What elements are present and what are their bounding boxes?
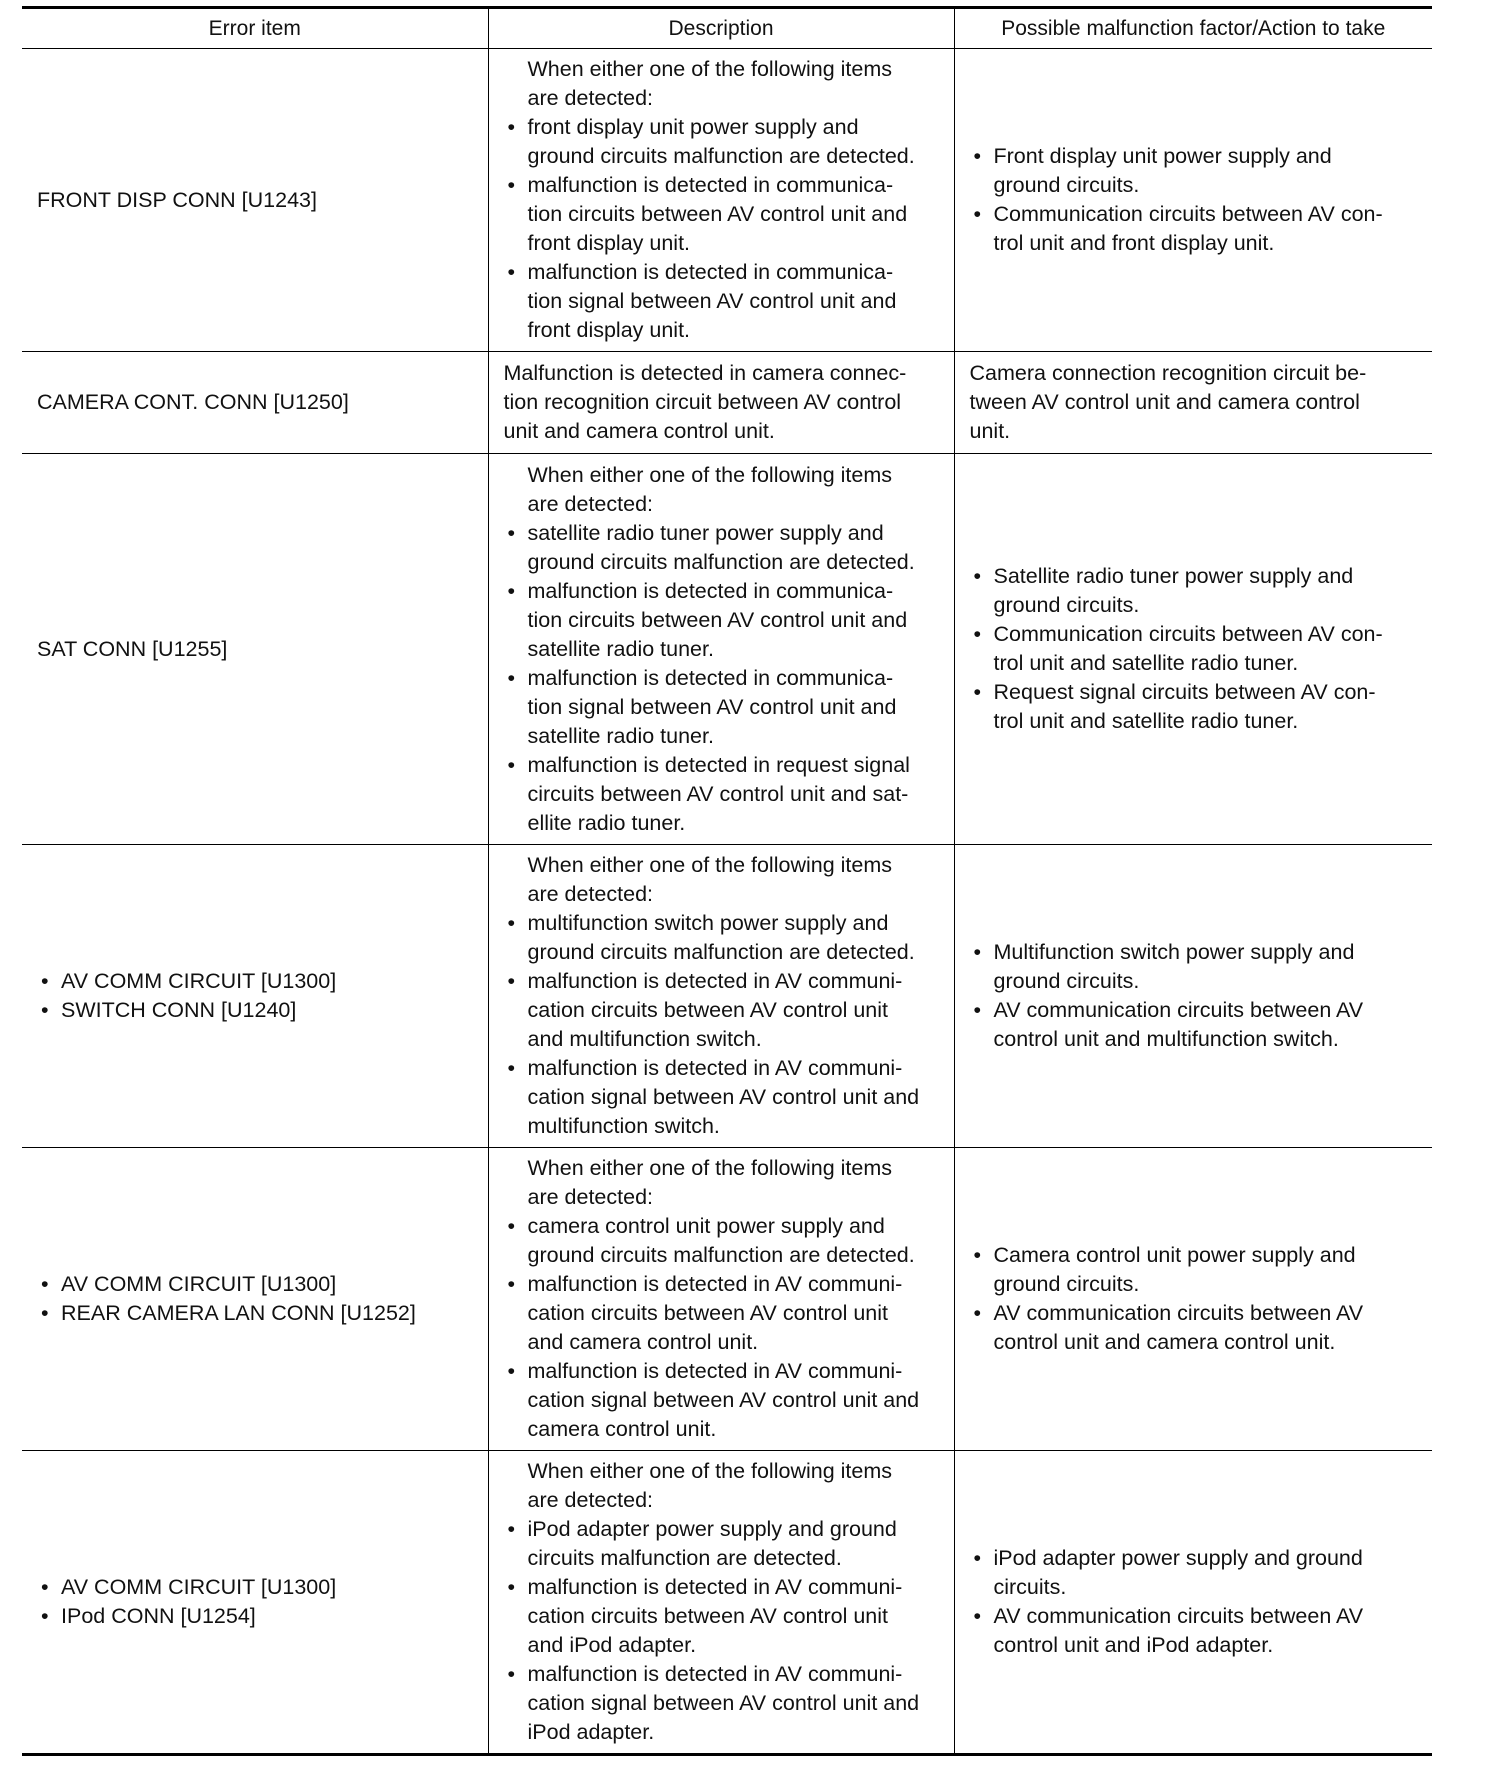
- bullet-dot-icon: •: [973, 622, 982, 646]
- bullet-dot-icon: •: [507, 665, 516, 690]
- action-bullet-line: circuits.: [993, 1575, 1067, 1599]
- description-intro-line: are detected:: [527, 1488, 654, 1512]
- description-bullet-line: tion circuits between AV control unit and: [527, 607, 908, 632]
- description-bullet-line: malfunction is detected in AV communi-: [527, 1359, 903, 1383]
- error-item-bullet-text: IPod CONN [U1254]: [61, 1604, 256, 1628]
- bullet-dot-icon: •: [973, 940, 982, 964]
- action-cell: [954, 49, 1432, 352]
- action-bullet: [970, 678, 1418, 736]
- description-intro-line: When either one of the following items: [527, 1156, 893, 1180]
- error-item-bullet: [37, 1602, 473, 1631]
- description-line: tion recognition circuit between AV control: [503, 390, 902, 414]
- action-bullet-line: control unit and iPod adapter.: [993, 1633, 1274, 1657]
- description-bullet: [504, 1573, 939, 1660]
- error-item-bullet: [37, 967, 473, 996]
- description-bullet-list: [504, 519, 939, 838]
- error-item-table: [22, 6, 1432, 1756]
- action-cell: [954, 1148, 1432, 1451]
- description-bullet-line: iPod adapter.: [527, 1720, 655, 1744]
- table-row: [22, 845, 1432, 1148]
- error-item-bullet: [37, 996, 473, 1025]
- action-bullet-line: Communication circuits between AV con-: [993, 202, 1383, 226]
- action-cell: [954, 352, 1432, 454]
- bullet-dot-icon: •: [41, 1575, 49, 1599]
- description-bullet-line: and camera control unit.: [527, 1330, 759, 1354]
- action-cell: [954, 1451, 1432, 1755]
- error-item-bullet-list: [37, 1573, 473, 1631]
- action-bullet-list: [970, 1544, 1418, 1660]
- error-item-bullet-text: AV COMM CIRCUIT [U1300]: [61, 1575, 337, 1599]
- description-bullet-line: ground circuits malfunction are detected.: [527, 1243, 915, 1267]
- description-bullet-line: front display unit.: [527, 318, 691, 342]
- table-row: [22, 1148, 1432, 1451]
- bullet-dot-icon: •: [973, 564, 982, 588]
- description-bullet: [504, 1270, 939, 1357]
- description-bullet-line: malfunction is detected in AV communi-: [527, 1662, 903, 1686]
- description-line: unit and camera control unit.: [503, 419, 775, 443]
- action-bullet-line: control unit and multifunction switch.: [993, 1027, 1339, 1051]
- bullet-dot-icon: •: [507, 1575, 516, 1599]
- description-cell: [488, 845, 954, 1148]
- description-bullet-line: camera control unit power supply and: [527, 1214, 885, 1238]
- description-bullet-line: malfunction is detected in communica-: [527, 173, 894, 197]
- action-bullet: [970, 200, 1418, 258]
- description-intro-line: When either one of the following items: [527, 853, 893, 877]
- action-bullet-line: Camera control unit power supply and: [993, 1243, 1356, 1267]
- error-item-bullet-text: REAR CAMERA LAN CONN [U1252]: [61, 1301, 416, 1325]
- bullet-dot-icon: •: [41, 1272, 49, 1296]
- bullet-dot-icon: •: [507, 1214, 516, 1238]
- action-bullet-line: Satellite radio tuner power supply and: [993, 564, 1354, 588]
- action-bullet-line: iPod adapter power supply and ground: [993, 1546, 1363, 1570]
- error-item-cell: [22, 454, 488, 845]
- description-cell: [488, 352, 954, 454]
- header-description: Description: [488, 8, 954, 49]
- description-intro-line: are detected:: [527, 491, 654, 516]
- error-item-bullet: [37, 1270, 473, 1299]
- table-row: [22, 1451, 1432, 1755]
- error-item-text: SAT CONN [U1255]: [37, 636, 228, 661]
- description-bullet: [504, 1054, 939, 1141]
- description-bullet-line: front display unit.: [527, 231, 691, 255]
- description-bullet-line: satellite radio tuner.: [527, 723, 714, 748]
- description-bullet-list: [504, 113, 939, 345]
- description-bullet-line: ground circuits malfunction are detected.: [527, 549, 915, 574]
- description-bullet-line: malfunction is detected in AV communi-: [527, 969, 903, 993]
- action-bullet-list: [970, 938, 1418, 1054]
- description-bullet: [504, 967, 939, 1054]
- bullet-dot-icon: •: [507, 1056, 516, 1080]
- bullet-dot-icon: •: [973, 1546, 982, 1570]
- error-item-bullet-text: AV COMM CIRCUIT [U1300]: [61, 1272, 337, 1296]
- description-bullet-line: malfunction is detected in AV communi-: [527, 1272, 903, 1296]
- bullet-dot-icon: •: [507, 115, 516, 139]
- description-bullet-line: tion signal between AV control unit and: [527, 694, 897, 719]
- description-bullet-line: circuits malfunction are detected.: [527, 1546, 842, 1570]
- description-bullet-list: [504, 1515, 939, 1747]
- description-bullet-line: camera control unit.: [527, 1417, 717, 1441]
- bullet-dot-icon: •: [507, 911, 516, 935]
- description-bullet-line: front display unit power supply and: [527, 115, 859, 139]
- description-bullet: [504, 258, 939, 345]
- bullet-dot-icon: •: [507, 173, 516, 197]
- description-bullet: [504, 909, 939, 967]
- action-bullet: [970, 562, 1418, 620]
- description-bullet: [504, 1212, 939, 1270]
- description-bullet-line: malfunction is detected in AV communi-: [527, 1056, 903, 1080]
- bullet-dot-icon: •: [507, 1359, 516, 1383]
- error-item-cell: [22, 845, 488, 1148]
- action-line: Camera connection recognition circuit be-: [969, 361, 1367, 385]
- action-bullet-line: trol unit and satellite radio tuner.: [993, 651, 1299, 675]
- action-bullet-line: AV communication circuits between AV: [993, 1604, 1364, 1628]
- bullet-dot-icon: •: [41, 998, 49, 1022]
- action-bullet: [970, 938, 1418, 996]
- description-bullet: [504, 519, 939, 577]
- description-intro-line: When either one of the following items: [527, 462, 893, 487]
- error-item-bullet-list: [37, 967, 473, 1025]
- description-bullet: [504, 577, 939, 664]
- error-item-bullet-text: SWITCH CONN [U1240]: [61, 998, 297, 1022]
- action-bullet: [970, 1241, 1418, 1299]
- error-item-text: CAMERA CONT. CONN [U1250]: [37, 390, 349, 414]
- description-cell: [488, 1451, 954, 1755]
- bullet-dot-icon: •: [973, 998, 982, 1022]
- description-bullet-line: cation signal between AV control unit and: [527, 1388, 920, 1412]
- bullet-dot-icon: •: [973, 680, 982, 704]
- action-bullet-line: Front display unit power supply and: [993, 144, 1332, 168]
- bullet-dot-icon: •: [507, 260, 516, 284]
- description-bullet-line: cation signal between AV control unit and: [527, 1691, 920, 1715]
- description-bullet-line: ground circuits malfunction are detected.: [527, 940, 915, 964]
- description-intro-line: When either one of the following items: [527, 57, 893, 81]
- error-item-bullet-list: [37, 1270, 473, 1328]
- description-bullet: [504, 171, 939, 258]
- description-bullet: [504, 1515, 939, 1573]
- action-bullet-line: Communication circuits between AV con-: [993, 622, 1383, 646]
- description-bullet-line: malfunction is detected in communica-: [527, 260, 894, 284]
- action-bullet-line: Multifunction switch power supply and: [993, 940, 1355, 964]
- action-bullet-list: [970, 142, 1418, 258]
- action-bullet-line: Request signal circuits between AV con-: [993, 680, 1376, 704]
- action-bullet: [970, 620, 1418, 678]
- header-error-item: Error item: [22, 8, 488, 49]
- table-row: [22, 454, 1432, 845]
- action-bullet-line: ground circuits.: [993, 1272, 1140, 1296]
- action-cell: [954, 454, 1432, 845]
- action-line: unit.: [969, 419, 1011, 443]
- action-bullet: [970, 996, 1418, 1054]
- description-bullet-line: tion circuits between AV control unit and: [527, 202, 908, 226]
- bullet-dot-icon: •: [973, 1604, 982, 1628]
- description-bullet: [504, 664, 939, 751]
- bullet-dot-icon: •: [507, 578, 516, 603]
- error-item-bullet: [37, 1299, 473, 1328]
- description-bullet-line: cation circuits between AV control unit: [527, 1301, 889, 1325]
- description-intro-line: When either one of the following items: [527, 1459, 893, 1483]
- action-bullet-list: [970, 562, 1418, 736]
- action-bullet-line: trol unit and front display unit.: [993, 231, 1275, 255]
- action-cell: [954, 845, 1432, 1148]
- bullet-dot-icon: •: [973, 202, 982, 226]
- description-bullet-line: malfunction is detected in communica-: [527, 578, 894, 603]
- error-item-bullet-text: AV COMM CIRCUIT [U1300]: [61, 969, 337, 993]
- action-bullet-line: trol unit and satellite radio tuner.: [993, 709, 1299, 733]
- bullet-dot-icon: •: [507, 520, 516, 545]
- action-bullet: [970, 1544, 1418, 1602]
- description-bullet-line: satellite radio tuner power supply and: [527, 520, 884, 545]
- description-bullet-line: tion signal between AV control unit and: [527, 289, 897, 313]
- description-bullet-line: ellite radio tuner.: [527, 810, 686, 835]
- error-item-bullet: [37, 1573, 473, 1602]
- description-cell: [488, 454, 954, 845]
- description-line: Malfunction is detected in camera connec-: [503, 361, 907, 385]
- error-item-cell: [22, 352, 488, 454]
- description-bullet-line: multifunction switch power supply and: [527, 911, 889, 935]
- description-bullet-line: cation signal between AV control unit and: [527, 1085, 920, 1109]
- bullet-dot-icon: •: [507, 1272, 516, 1296]
- description-bullet: [504, 751, 939, 838]
- description-bullet-line: cation circuits between AV control unit: [527, 1604, 889, 1628]
- description-bullet-line: malfunction is detected in AV communi-: [527, 1575, 903, 1599]
- action-bullet-line: AV communication circuits between AV: [993, 998, 1364, 1022]
- bullet-dot-icon: •: [973, 1301, 982, 1325]
- description-bullet-line: ground circuits malfunction are detected.: [527, 144, 915, 168]
- table-row: [22, 352, 1432, 454]
- error-item-cell: [22, 1148, 488, 1451]
- action-line: tween AV control unit and camera control: [969, 390, 1360, 414]
- action-bullet: [970, 142, 1418, 200]
- description-intro-line: are detected:: [527, 882, 654, 906]
- table-header-row: [22, 8, 1432, 49]
- description-bullet-line: satellite radio tuner.: [527, 636, 714, 661]
- error-item-cell: [22, 49, 488, 352]
- bullet-dot-icon: •: [973, 1243, 982, 1267]
- description-bullet-list: [504, 909, 939, 1141]
- action-bullet: [970, 1299, 1418, 1357]
- bullet-dot-icon: •: [507, 969, 516, 993]
- description-intro-line: are detected:: [527, 86, 654, 110]
- description-bullet-list: [504, 1212, 939, 1444]
- action-bullet-line: control unit and camera control unit.: [993, 1330, 1336, 1354]
- action-bullet: [970, 1602, 1418, 1660]
- action-bullet-line: ground circuits.: [993, 173, 1140, 197]
- header-action: Possible malfunction factor/Action to take: [954, 8, 1432, 49]
- bullet-dot-icon: •: [507, 1517, 516, 1541]
- bullet-dot-icon: •: [41, 1301, 49, 1325]
- description-bullet-line: cation circuits between AV control unit: [527, 998, 889, 1022]
- description-bullet-line: multifunction switch.: [527, 1114, 720, 1138]
- action-bullet-line: ground circuits.: [993, 593, 1140, 617]
- bullet-dot-icon: •: [41, 969, 49, 993]
- description-bullet-line: and iPod adapter.: [527, 1633, 697, 1657]
- error-item-text: FRONT DISP CONN [U1243]: [37, 187, 317, 212]
- description-bullet: [504, 113, 939, 171]
- description-cell: [488, 49, 954, 352]
- bullet-dot-icon: •: [973, 144, 982, 168]
- description-bullet-line: malfunction is detected in communica-: [527, 665, 894, 690]
- description-bullet-line: and multifunction switch.: [527, 1027, 762, 1051]
- description-bullet: [504, 1357, 939, 1444]
- table-row: [22, 49, 1432, 352]
- description-bullet: [504, 1660, 939, 1747]
- bullet-dot-icon: •: [507, 1662, 516, 1686]
- bullet-dot-icon: •: [507, 752, 516, 777]
- action-bullet-line: AV communication circuits between AV: [993, 1301, 1364, 1325]
- error-item-cell: [22, 1451, 488, 1755]
- bullet-dot-icon: •: [41, 1604, 49, 1628]
- action-bullet-list: [970, 1241, 1418, 1357]
- description-cell: [488, 1148, 954, 1451]
- action-bullet-line: ground circuits.: [993, 969, 1140, 993]
- description-bullet-line: iPod adapter power supply and ground: [527, 1517, 897, 1541]
- table-body: [22, 49, 1432, 1755]
- description-intro-line: are detected:: [527, 1185, 654, 1209]
- description-bullet-line: circuits between AV control unit and sat-: [527, 781, 909, 806]
- description-bullet-line: malfunction is detected in request signal: [527, 752, 910, 777]
